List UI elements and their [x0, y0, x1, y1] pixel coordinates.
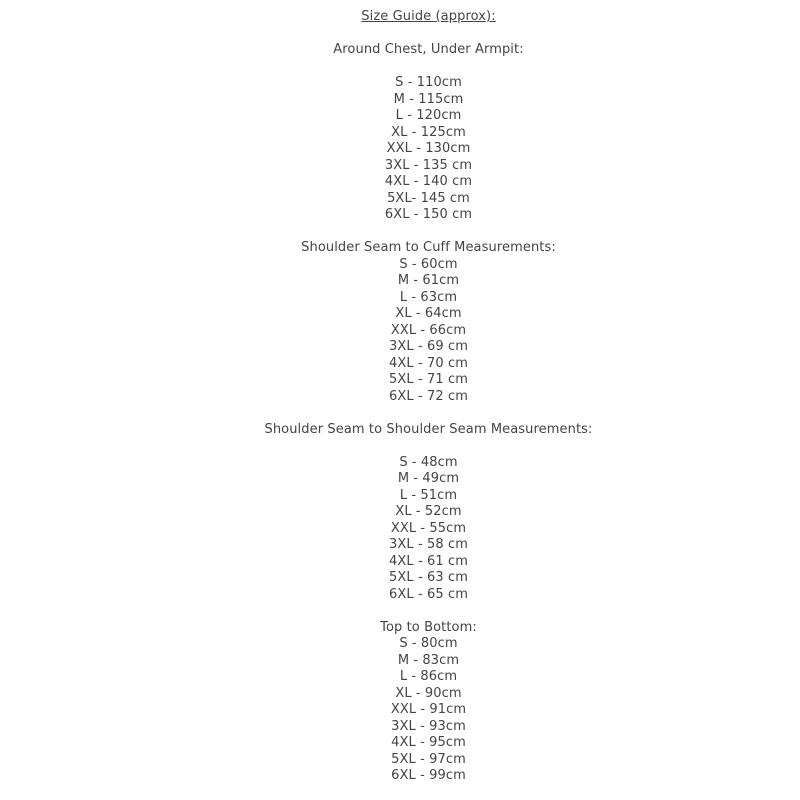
size-row: XXL - 66cm [390, 322, 467, 338]
section-heading-seam-to-seam: Shoulder Seam to Shoulder Seam Measurements: [264, 421, 593, 437]
size-row: 4XL - 95cm [391, 735, 466, 750]
size-row: L - 86cm [399, 669, 458, 684]
size-row: 3XL - 93cm [391, 718, 466, 734]
spacer [57, 26, 800, 43]
page-title [57, 9, 800, 26]
page-title-text: Size Guide (approx): [361, 9, 496, 24]
spacer [57, 603, 800, 620]
size-row: L - 63cm [399, 289, 458, 305]
size-row: XL - 64cm [395, 306, 462, 321]
size-row: M - 83cm [397, 652, 460, 668]
section-heading-around-chest: Around Chest, Under Armpit: [333, 42, 524, 57]
size-row: 5XL - 97cm [391, 751, 466, 767]
size-row: XL - 52cm [395, 504, 462, 519]
spacer [57, 59, 800, 76]
size-row: 5XL - 63 cm [389, 570, 468, 585]
size-row: XXL - 55cm [390, 520, 467, 536]
size-row: M - 61cm [397, 273, 460, 288]
size-row: M - 49cm [397, 471, 460, 486]
size-row: L - 120cm [395, 108, 462, 123]
size-row: 5XL - 71 cm [389, 372, 468, 387]
size-row: 6XL - 99cm [391, 768, 466, 783]
size-row: 6XL - 150 cm [384, 207, 473, 222]
size-row: S - 60cm [399, 256, 458, 272]
size-row: 5XL- 145 cm [387, 190, 470, 206]
spacer [57, 438, 800, 455]
section-heading-top-to-bottom: Top to Bottom: [380, 619, 477, 635]
size-row: XXL - 91cm [390, 702, 467, 717]
size-row: XL - 125cm [391, 124, 466, 140]
size-row: XXL - 130cm [386, 141, 471, 156]
size-row: 3XL - 58 cm [389, 537, 468, 552]
size-row: 3XL - 69 cm [389, 339, 468, 354]
size-row: XL - 90cm [395, 685, 462, 701]
size-row: 4XL - 140 cm [384, 174, 473, 189]
size-row: 4XL - 61 cm [389, 553, 468, 569]
section-heading-seam-to-cuff: Shoulder Seam to Cuff Measurements: [301, 240, 556, 255]
size-row: S - 110cm [395, 75, 462, 90]
size-row: S - 48cm [399, 454, 458, 470]
spacer [57, 405, 800, 422]
size-row: S - 80cm [399, 636, 458, 651]
spacer [57, 224, 800, 241]
size-row: L - 51cm [399, 487, 458, 503]
size-row: M - 115cm [393, 91, 464, 107]
size-row: 3XL - 135 cm [384, 157, 473, 173]
size-row: 6XL - 65 cm [389, 586, 468, 602]
size-row: 6XL - 72 cm [389, 388, 468, 404]
size-row: 4XL - 70 cm [389, 355, 468, 371]
